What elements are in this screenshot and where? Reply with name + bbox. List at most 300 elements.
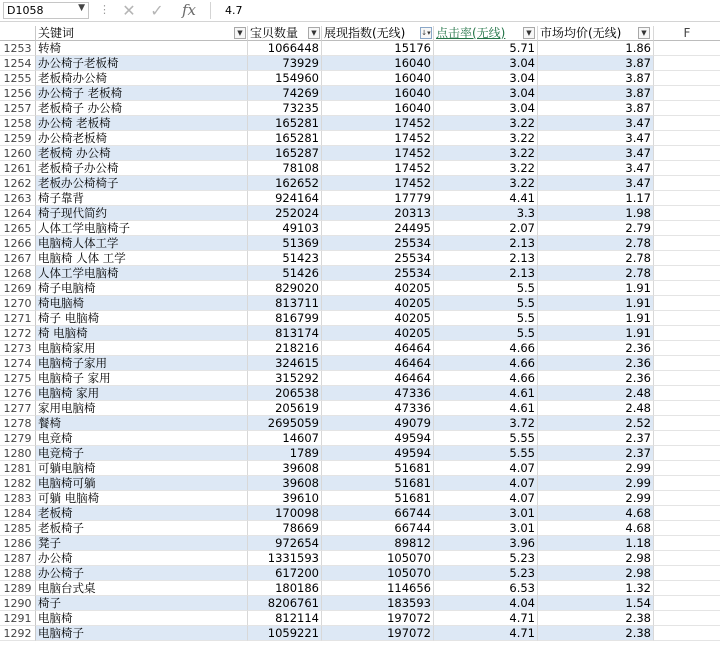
- cell-item-count[interactable]: 49103: [248, 221, 322, 236]
- cell-item-count[interactable]: 14607: [248, 431, 322, 446]
- cell-market-avg-price[interactable]: 2.99: [538, 491, 654, 506]
- cell-click-rate[interactable]: 4.71: [434, 611, 538, 626]
- cell-market-avg-price[interactable]: 3.87: [538, 101, 654, 116]
- cell-empty[interactable]: [654, 311, 720, 326]
- cell-market-avg-price[interactable]: 1.98: [538, 206, 654, 221]
- row-number[interactable]: 1261: [0, 161, 36, 176]
- cell-keyword[interactable]: 椅子 电脑椅: [36, 311, 248, 326]
- cell-market-avg-price[interactable]: 1.18: [538, 536, 654, 551]
- cell-market-avg-price[interactable]: 2.48: [538, 401, 654, 416]
- cell-market-avg-price[interactable]: 3.47: [538, 116, 654, 131]
- cell-keyword[interactable]: 椅电脑椅: [36, 296, 248, 311]
- cell-click-rate[interactable]: 3.96: [434, 536, 538, 551]
- cell-click-rate[interactable]: 4.66: [434, 341, 538, 356]
- cell-empty[interactable]: [654, 446, 720, 461]
- cell-empty[interactable]: [654, 221, 720, 236]
- row-number[interactable]: 1262: [0, 176, 36, 191]
- row-number[interactable]: 1278: [0, 416, 36, 431]
- cell-keyword[interactable]: 转椅: [36, 41, 248, 56]
- filter-dropdown-icon[interactable]: ▼: [638, 27, 650, 39]
- cell-market-avg-price[interactable]: 2.78: [538, 236, 654, 251]
- row-number[interactable]: 1265: [0, 221, 36, 236]
- cell-impression-index[interactable]: 47336: [322, 401, 434, 416]
- cell-click-rate[interactable]: 4.04: [434, 596, 538, 611]
- cell-item-count[interactable]: 165281: [248, 131, 322, 146]
- row-number[interactable]: 1259: [0, 131, 36, 146]
- row-number[interactable]: 1254: [0, 56, 36, 71]
- cell-impression-index[interactable]: 197072: [322, 626, 434, 641]
- cell-market-avg-price[interactable]: 4.68: [538, 521, 654, 536]
- cell-keyword[interactable]: 凳子: [36, 536, 248, 551]
- row-number[interactable]: 1291: [0, 611, 36, 626]
- cell-impression-index[interactable]: 47336: [322, 386, 434, 401]
- cell-keyword[interactable]: 电脑椅人体工学: [36, 236, 248, 251]
- cell-market-avg-price[interactable]: 1.86: [538, 41, 654, 56]
- cell-keyword[interactable]: 办公椅子老板椅: [36, 56, 248, 71]
- row-number[interactable]: 1269: [0, 281, 36, 296]
- insert-function-button[interactable]: fx: [181, 1, 196, 19]
- cell-item-count[interactable]: 2695059: [248, 416, 322, 431]
- header-keyword[interactable]: [36, 26, 248, 41]
- cell-keyword[interactable]: 电脑椅子家用: [36, 356, 248, 371]
- cell-click-rate[interactable]: 3.22: [434, 146, 538, 161]
- cell-impression-index[interactable]: 25534: [322, 251, 434, 266]
- cell-empty[interactable]: [654, 626, 720, 641]
- cell-empty[interactable]: [654, 281, 720, 296]
- cell-click-rate[interactable]: 5.5: [434, 296, 538, 311]
- cell-empty[interactable]: [654, 401, 720, 416]
- cell-keyword[interactable]: 电脑椅子 家用: [36, 371, 248, 386]
- row-number[interactable]: 1264: [0, 206, 36, 221]
- cell-impression-index[interactable]: 40205: [322, 326, 434, 341]
- cell-click-rate[interactable]: 3.22: [434, 116, 538, 131]
- cell-empty[interactable]: [654, 596, 720, 611]
- cell-market-avg-price[interactable]: 2.99: [538, 476, 654, 491]
- cell-empty[interactable]: [654, 206, 720, 221]
- header-market-avg-price[interactable]: [538, 26, 654, 41]
- cell-item-count[interactable]: 51426: [248, 266, 322, 281]
- cell-impression-index[interactable]: 46464: [322, 356, 434, 371]
- cell-keyword[interactable]: 椅 电脑椅: [36, 326, 248, 341]
- table-row: [0, 311, 720, 326]
- row-number[interactable]: 1275: [0, 371, 36, 386]
- cell-impression-index[interactable]: 17779: [322, 191, 434, 206]
- cell-click-rate[interactable]: 3.04: [434, 56, 538, 71]
- row-number[interactable]: 1280: [0, 446, 36, 461]
- cell-market-avg-price[interactable]: 2.37: [538, 431, 654, 446]
- row-number[interactable]: 1285: [0, 521, 36, 536]
- cell-item-count[interactable]: 812114: [248, 611, 322, 626]
- cell-empty[interactable]: [654, 491, 720, 506]
- cell-market-avg-price[interactable]: 3.87: [538, 56, 654, 71]
- cell-item-count[interactable]: 78108: [248, 161, 322, 176]
- cell-market-avg-price[interactable]: 1.54: [538, 596, 654, 611]
- cell-market-avg-price[interactable]: 1.91: [538, 326, 654, 341]
- cell-click-rate[interactable]: 3.3: [434, 206, 538, 221]
- cell-empty[interactable]: [654, 191, 720, 206]
- cell-empty[interactable]: [654, 131, 720, 146]
- cell-market-avg-price[interactable]: 3.47: [538, 146, 654, 161]
- cell-keyword[interactable]: 人体工学电脑椅子: [36, 221, 248, 236]
- cell-market-avg-price[interactable]: 3.47: [538, 131, 654, 146]
- cell-item-count[interactable]: 1331593: [248, 551, 322, 566]
- cell-market-avg-price[interactable]: 3.47: [538, 161, 654, 176]
- name-box[interactable]: [3, 2, 89, 19]
- cell-click-rate[interactable]: 5.55: [434, 431, 538, 446]
- cell-market-avg-price[interactable]: 1.17: [538, 191, 654, 206]
- cell-impression-index[interactable]: 66744: [322, 506, 434, 521]
- cell-keyword[interactable]: 餐椅: [36, 416, 248, 431]
- cell-click-rate[interactable]: 4.07: [434, 461, 538, 476]
- cell-empty[interactable]: [654, 86, 720, 101]
- cell-empty[interactable]: [654, 611, 720, 626]
- drag-handle-icon[interactable]: ⋮: [99, 3, 110, 16]
- cell-market-avg-price[interactable]: 2.79: [538, 221, 654, 236]
- cell-item-count[interactable]: 51369: [248, 236, 322, 251]
- cell-item-count[interactable]: 154960: [248, 71, 322, 86]
- cell-empty[interactable]: [654, 161, 720, 176]
- cell-item-count[interactable]: 170098: [248, 506, 322, 521]
- cell-click-rate[interactable]: 5.23: [434, 551, 538, 566]
- cell-impression-index[interactable]: 105070: [322, 551, 434, 566]
- cell-market-avg-price[interactable]: 1.91: [538, 281, 654, 296]
- cell-item-count[interactable]: 315292: [248, 371, 322, 386]
- enter-icon[interactable]: ✓: [150, 1, 164, 20]
- cell-item-count[interactable]: 1066448: [248, 41, 322, 56]
- cell-market-avg-price[interactable]: 2.99: [538, 461, 654, 476]
- cell-market-avg-price[interactable]: 2.78: [538, 251, 654, 266]
- row-number[interactable]: 1268: [0, 266, 36, 281]
- cell-keyword[interactable]: 人体工学电脑椅: [36, 266, 248, 281]
- cell-market-avg-price[interactable]: 3.87: [538, 71, 654, 86]
- cell-item-count[interactable]: 39608: [248, 476, 322, 491]
- row-number[interactable]: 1273: [0, 341, 36, 356]
- row-number[interactable]: 1267: [0, 251, 36, 266]
- row-number[interactable]: 1290: [0, 596, 36, 611]
- cell-item-count[interactable]: 73235: [248, 101, 322, 116]
- cell-item-count[interactable]: 162652: [248, 176, 322, 191]
- filter-dropdown-icon[interactable]: ▼: [234, 27, 246, 39]
- cell-empty[interactable]: [654, 416, 720, 431]
- cell-item-count[interactable]: 74269: [248, 86, 322, 101]
- cell-keyword[interactable]: 办公椅: [36, 551, 248, 566]
- row-number[interactable]: 1258: [0, 116, 36, 131]
- cell-impression-index[interactable]: 89812: [322, 536, 434, 551]
- cell-item-count[interactable]: 252024: [248, 206, 322, 221]
- cell-item-count[interactable]: 972654: [248, 536, 322, 551]
- cell-click-rate[interactable]: 3.22: [434, 176, 538, 191]
- cell-impression-index[interactable]: 46464: [322, 341, 434, 356]
- cell-click-rate[interactable]: 3.72: [434, 416, 538, 431]
- cell-impression-index[interactable]: 183593: [322, 596, 434, 611]
- cell-empty[interactable]: [654, 341, 720, 356]
- cell-empty[interactable]: [654, 41, 720, 56]
- cell-click-rate[interactable]: 2.13: [434, 266, 538, 281]
- row-number[interactable]: 1255: [0, 71, 36, 86]
- cell-item-count[interactable]: 206538: [248, 386, 322, 401]
- row-number[interactable]: 1286: [0, 536, 36, 551]
- cell-impression-index[interactable]: 15176: [322, 41, 434, 56]
- row-number[interactable]: 1283: [0, 491, 36, 506]
- cell-keyword[interactable]: 老板椅: [36, 506, 248, 521]
- cell-keyword[interactable]: 电竞椅子: [36, 446, 248, 461]
- cell-keyword[interactable]: 电脑椅家用: [36, 341, 248, 356]
- cell-empty[interactable]: [654, 521, 720, 536]
- row-number[interactable]: 1289: [0, 581, 36, 596]
- cell-impression-index[interactable]: 114656: [322, 581, 434, 596]
- cell-click-rate[interactable]: 3.04: [434, 71, 538, 86]
- cell-impression-index[interactable]: 17452: [322, 161, 434, 176]
- cell-impression-index[interactable]: 40205: [322, 296, 434, 311]
- cell-market-avg-price[interactable]: 2.48: [538, 386, 654, 401]
- cell-impression-index[interactable]: 25534: [322, 266, 434, 281]
- cell-click-rate[interactable]: 3.04: [434, 101, 538, 116]
- cell-click-rate[interactable]: 3.22: [434, 161, 538, 176]
- cell-click-rate[interactable]: 4.61: [434, 386, 538, 401]
- filter-dropdown-icon[interactable]: ▼: [523, 27, 535, 39]
- cell-empty[interactable]: [654, 326, 720, 341]
- cell-item-count[interactable]: 39610: [248, 491, 322, 506]
- cell-item-count[interactable]: 165287: [248, 146, 322, 161]
- cell-keyword[interactable]: 办公椅老板椅: [36, 131, 248, 146]
- cell-click-rate[interactable]: 5.71: [434, 41, 538, 56]
- formula-input[interactable]: [210, 2, 720, 19]
- row-number[interactable]: 1256: [0, 86, 36, 101]
- cell-market-avg-price[interactable]: 2.37: [538, 446, 654, 461]
- cell-empty[interactable]: [654, 236, 720, 251]
- cell-keyword[interactable]: 可躺电脑椅: [36, 461, 248, 476]
- cell-click-rate[interactable]: 5.5: [434, 326, 538, 341]
- cell-item-count[interactable]: 829020: [248, 281, 322, 296]
- cell-impression-index[interactable]: 17452: [322, 116, 434, 131]
- cell-click-rate[interactable]: 4.07: [434, 476, 538, 491]
- row-number-corner[interactable]: [0, 26, 36, 41]
- cell-impression-index[interactable]: 105070: [322, 566, 434, 581]
- cell-click-rate[interactable]: 4.71: [434, 626, 538, 641]
- cell-item-count[interactable]: 816799: [248, 311, 322, 326]
- cell-click-rate[interactable]: 2.13: [434, 251, 538, 266]
- cell-click-rate[interactable]: 4.66: [434, 371, 538, 386]
- cell-impression-index[interactable]: 17452: [322, 146, 434, 161]
- cell-empty[interactable]: [654, 71, 720, 86]
- row-number[interactable]: 1276: [0, 386, 36, 401]
- row-number[interactable]: 1257: [0, 101, 36, 116]
- cell-keyword[interactable]: 老板椅子: [36, 521, 248, 536]
- cell-empty[interactable]: [654, 461, 720, 476]
- cell-market-avg-price[interactable]: 2.38: [538, 626, 654, 641]
- cell-keyword[interactable]: 办公椅 老板椅: [36, 116, 248, 131]
- cell-click-rate[interactable]: 3.04: [434, 86, 538, 101]
- cell-keyword[interactable]: 电脑台式桌: [36, 581, 248, 596]
- cell-click-rate[interactable]: 5.5: [434, 281, 538, 296]
- cell-empty[interactable]: [654, 56, 720, 71]
- cell-click-rate[interactable]: 4.07: [434, 491, 538, 506]
- cell-item-count[interactable]: 813174: [248, 326, 322, 341]
- cell-empty[interactable]: [654, 356, 720, 371]
- cell-item-count[interactable]: 924164: [248, 191, 322, 206]
- cell-impression-index[interactable]: 17452: [322, 176, 434, 191]
- cell-impression-index[interactable]: 40205: [322, 281, 434, 296]
- cell-keyword[interactable]: 老板办公椅椅子: [36, 176, 248, 191]
- cell-item-count[interactable]: 1789: [248, 446, 322, 461]
- cell-click-rate[interactable]: 3.01: [434, 521, 538, 536]
- cell-impression-index[interactable]: 25534: [322, 236, 434, 251]
- cell-click-rate[interactable]: 5.23: [434, 566, 538, 581]
- cell-impression-index[interactable]: 20313: [322, 206, 434, 221]
- row-number[interactable]: 1279: [0, 431, 36, 446]
- cell-keyword[interactable]: 办公椅子 老板椅: [36, 86, 248, 101]
- cell-empty[interactable]: [654, 566, 720, 581]
- cell-market-avg-price[interactable]: 2.52: [538, 416, 654, 431]
- row-number[interactable]: 1253: [0, 41, 36, 56]
- cell-item-count[interactable]: 51423: [248, 251, 322, 266]
- cell-keyword[interactable]: 电脑椅 人体 工学: [36, 251, 248, 266]
- cell-item-count[interactable]: 218216: [248, 341, 322, 356]
- cell-impression-index[interactable]: 49079: [322, 416, 434, 431]
- cell-impression-index[interactable]: 17452: [322, 131, 434, 146]
- cell-market-avg-price[interactable]: 3.87: [538, 86, 654, 101]
- header-click-rate[interactable]: [434, 26, 538, 41]
- cell-market-avg-price[interactable]: 2.36: [538, 341, 654, 356]
- cell-item-count[interactable]: 813711: [248, 296, 322, 311]
- cell-item-count[interactable]: 180186: [248, 581, 322, 596]
- cell-keyword[interactable]: 电竞椅: [36, 431, 248, 446]
- cell-item-count[interactable]: 617200: [248, 566, 322, 581]
- row-number[interactable]: 1288: [0, 566, 36, 581]
- row-number[interactable]: 1274: [0, 356, 36, 371]
- cell-market-avg-price[interactable]: 2.36: [538, 356, 654, 371]
- cell-empty[interactable]: [654, 476, 720, 491]
- cell-empty[interactable]: [654, 386, 720, 401]
- cell-impression-index[interactable]: 16040: [322, 101, 434, 116]
- row-number[interactable]: 1263: [0, 191, 36, 206]
- cell-impression-index[interactable]: 51681: [322, 461, 434, 476]
- filter-dropdown-icon[interactable]: ▼: [308, 27, 320, 39]
- chevron-down-icon[interactable]: ▼: [78, 3, 85, 13]
- cell-keyword[interactable]: 老板椅子办公椅: [36, 161, 248, 176]
- row-number[interactable]: 1287: [0, 551, 36, 566]
- row-number[interactable]: 1277: [0, 401, 36, 416]
- cell-click-rate[interactable]: 4.66: [434, 356, 538, 371]
- cell-click-rate[interactable]: 2.07: [434, 221, 538, 236]
- cell-impression-index[interactable]: 197072: [322, 611, 434, 626]
- column-header-f[interactable]: F: [654, 26, 720, 41]
- cell-market-avg-price[interactable]: 2.38: [538, 611, 654, 626]
- cell-keyword[interactable]: 椅子现代简约: [36, 206, 248, 221]
- cell-impression-index[interactable]: 49594: [322, 431, 434, 446]
- cell-market-avg-price[interactable]: 1.32: [538, 581, 654, 596]
- cell-market-avg-price[interactable]: 2.36: [538, 371, 654, 386]
- cell-impression-index[interactable]: 16040: [322, 71, 434, 86]
- cell-impression-index[interactable]: 16040: [322, 56, 434, 71]
- cell-impression-index[interactable]: 49594: [322, 446, 434, 461]
- header-item-count[interactable]: [248, 26, 322, 41]
- cell-click-rate[interactable]: 3.22: [434, 131, 538, 146]
- row-number[interactable]: 1272: [0, 326, 36, 341]
- cell-empty[interactable]: [654, 266, 720, 281]
- cell-market-avg-price[interactable]: 4.68: [538, 506, 654, 521]
- cell-item-count[interactable]: 1059221: [248, 626, 322, 641]
- cell-empty[interactable]: [654, 176, 720, 191]
- cell-item-count[interactable]: 205619: [248, 401, 322, 416]
- cell-impression-index[interactable]: 24495: [322, 221, 434, 236]
- row-number[interactable]: 1284: [0, 506, 36, 521]
- row-number[interactable]: 1282: [0, 476, 36, 491]
- cell-impression-index[interactable]: 51681: [322, 476, 434, 491]
- cell-empty[interactable]: [654, 551, 720, 566]
- cell-market-avg-price[interactable]: 2.98: [538, 566, 654, 581]
- cell-click-rate[interactable]: 5.5: [434, 311, 538, 326]
- cell-keyword[interactable]: 老板椅办公椅: [36, 71, 248, 86]
- cell-empty[interactable]: [654, 296, 720, 311]
- cell-market-avg-price[interactable]: 2.98: [538, 551, 654, 566]
- cell-item-count[interactable]: 73929: [248, 56, 322, 71]
- sort-filter-icon[interactable]: ↓▾: [421, 29, 431, 37]
- cell-empty[interactable]: [654, 581, 720, 596]
- cell-market-avg-price[interactable]: 1.91: [538, 296, 654, 311]
- cell-click-rate[interactable]: 2.13: [434, 236, 538, 251]
- cell-keyword[interactable]: 椅子电脑椅: [36, 281, 248, 296]
- cell-impression-index[interactable]: 46464: [322, 371, 434, 386]
- cell-empty[interactable]: [654, 251, 720, 266]
- cell-item-count[interactable]: 39608: [248, 461, 322, 476]
- cell-item-count[interactable]: 8206761: [248, 596, 322, 611]
- cell-click-rate[interactable]: 4.61: [434, 401, 538, 416]
- cell-impression-index[interactable]: 51681: [322, 491, 434, 506]
- cell-keyword[interactable]: 椅子靠背: [36, 191, 248, 206]
- cell-keyword[interactable]: 电脑椅: [36, 611, 248, 626]
- row-number[interactable]: 1270: [0, 296, 36, 311]
- cell-impression-index[interactable]: 66744: [322, 521, 434, 536]
- cell-market-avg-price[interactable]: 3.47: [538, 176, 654, 191]
- cell-item-count[interactable]: 324615: [248, 356, 322, 371]
- row-number[interactable]: 1260: [0, 146, 36, 161]
- row-number[interactable]: 1292: [0, 626, 36, 641]
- cell-market-avg-price[interactable]: 1.91: [538, 311, 654, 326]
- cell-impression-index[interactable]: 40205: [322, 311, 434, 326]
- cell-empty[interactable]: [654, 146, 720, 161]
- cell-item-count[interactable]: 78669: [248, 521, 322, 536]
- cell-empty[interactable]: [654, 101, 720, 116]
- cell-empty[interactable]: [654, 371, 720, 386]
- row-number[interactable]: 1281: [0, 461, 36, 476]
- cell-empty[interactable]: [654, 116, 720, 131]
- cell-keyword[interactable]: 椅子: [36, 596, 248, 611]
- header-impression-index[interactable]: [322, 26, 434, 41]
- row-number[interactable]: 1271: [0, 311, 36, 326]
- cell-keyword[interactable]: 办公椅子: [36, 566, 248, 581]
- cell-keyword[interactable]: 家用电脑椅: [36, 401, 248, 416]
- cell-empty[interactable]: [654, 431, 720, 446]
- cell-keyword[interactable]: 电脑椅可躺: [36, 476, 248, 491]
- cell-click-rate[interactable]: 4.41: [434, 191, 538, 206]
- cancel-icon[interactable]: ✕: [122, 1, 136, 20]
- cell-keyword[interactable]: 电脑椅 家用: [36, 386, 248, 401]
- cell-click-rate[interactable]: 3.01: [434, 506, 538, 521]
- cell-item-count[interactable]: 165281: [248, 116, 322, 131]
- cell-keyword[interactable]: 老板椅子 办公椅: [36, 101, 248, 116]
- cell-market-avg-price[interactable]: 2.78: [538, 266, 654, 281]
- cell-keyword[interactable]: 电脑椅子: [36, 626, 248, 641]
- row-number[interactable]: 1266: [0, 236, 36, 251]
- cell-empty[interactable]: [654, 536, 720, 551]
- cell-impression-index[interactable]: 16040: [322, 86, 434, 101]
- cell-click-rate[interactable]: 6.53: [434, 581, 538, 596]
- cell-click-rate[interactable]: 5.55: [434, 446, 538, 461]
- cell-keyword[interactable]: 老板椅 办公椅: [36, 146, 248, 161]
- cell-keyword[interactable]: 可躺 电脑椅: [36, 491, 248, 506]
- cell-empty[interactable]: [654, 506, 720, 521]
